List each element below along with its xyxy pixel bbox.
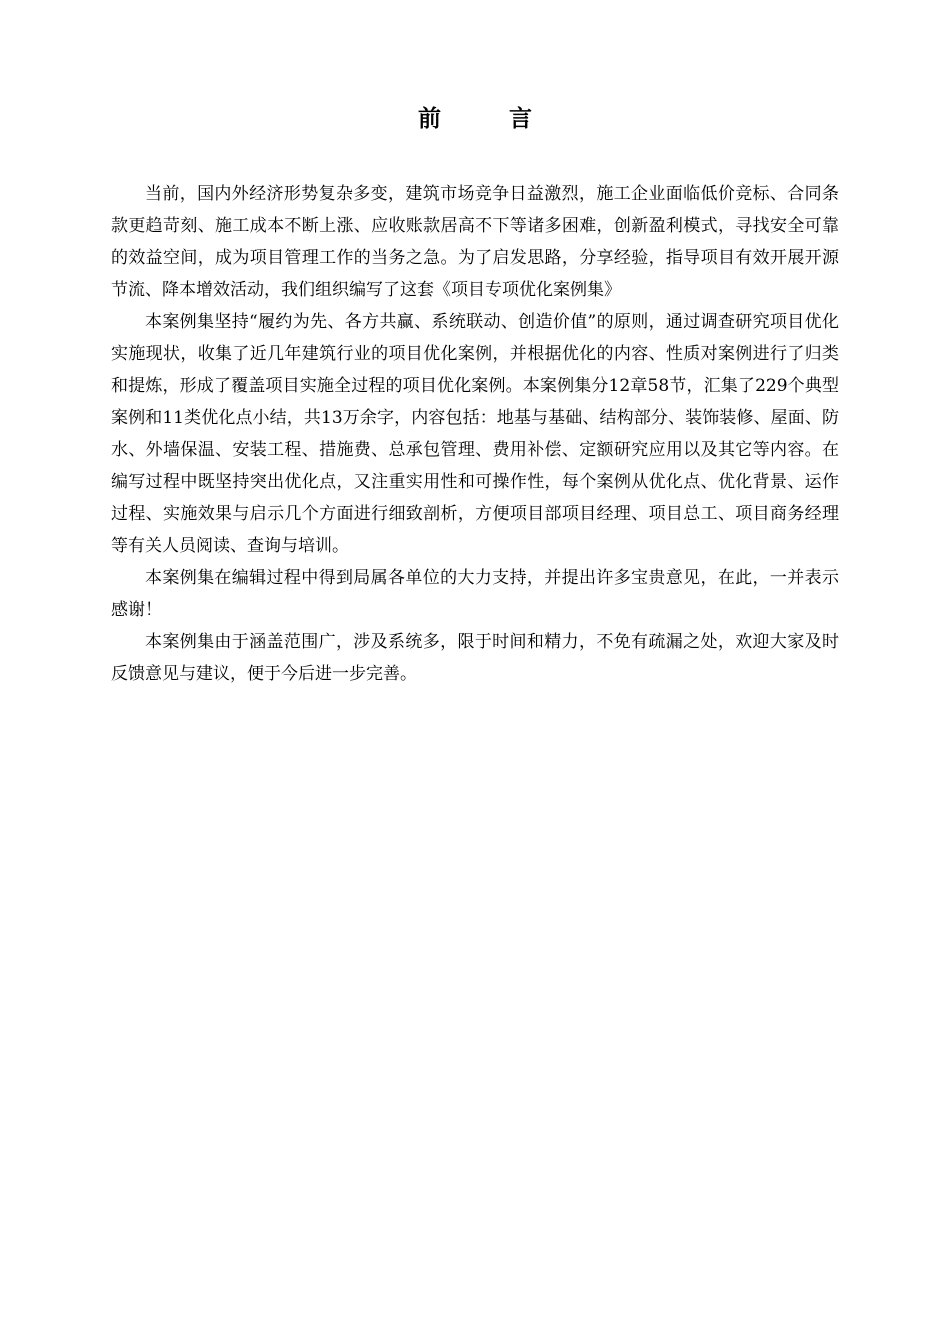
paragraph-thanks: 本案例集在编辑过程中得到局属各单位的大力支持，并提出许多宝贵意见，在此，一并表示感谢！	[111, 568, 839, 620]
document-body	[111, 178, 839, 690]
paragraph-feedback: 本案例集由于涵盖范围广，涉及系统多，限于时间和精力，不免有疏漏之处，欢迎大家及时反馈意见与建议，便于今后进一步完善。	[111, 632, 839, 684]
paragraph-scope: 本案例集坚持“履约为先、各方共赢、系统联动、创造价值”的原则，通过调查研究项目优化实施现状，收集了近几年建筑行业的项目优化案例，并根据优化的内容、性质对案例进行了归类和提炼，形成了覆盖项目实施全过程的项目优化案例。本案例集分12章58节，汇集了229个典型案例和11类优化点小结，共13万余字，内容包括：地基与基础、结构部分、装饰装修、屋面、防水、外墙保温、安装工程、措施费、总承包管理、费用补偿、定额研究应用以及其它等内容。在编写过程中既坚持突出优化点，又注重实用性和可操作性，每个案例从优化点、优化背景、运作过程、实施效果与启示几个方面进行细致剖析，方便项目部项目经理、项目总工、项目商务经理等有关人员阅读、查询与培训。	[111, 312, 839, 556]
page-title: 前 言	[417, 106, 562, 132]
paragraph-intro: 当前，国内外经济形势复杂多变，建筑市场竞争日益激烈，施工企业面临低价竞标、合同条款更趋苛刻、施工成本不断上涨、应收账款居高不下等诸多困难，创新盈利模式，寻找安全可靠的效益空间，成为项目管理工作的当务之急。为了启发思路，分享经验，指导项目有效开展开源节流、降本增效活动，我们组织编写了这套《项目专项优化案例集》	[111, 184, 839, 300]
